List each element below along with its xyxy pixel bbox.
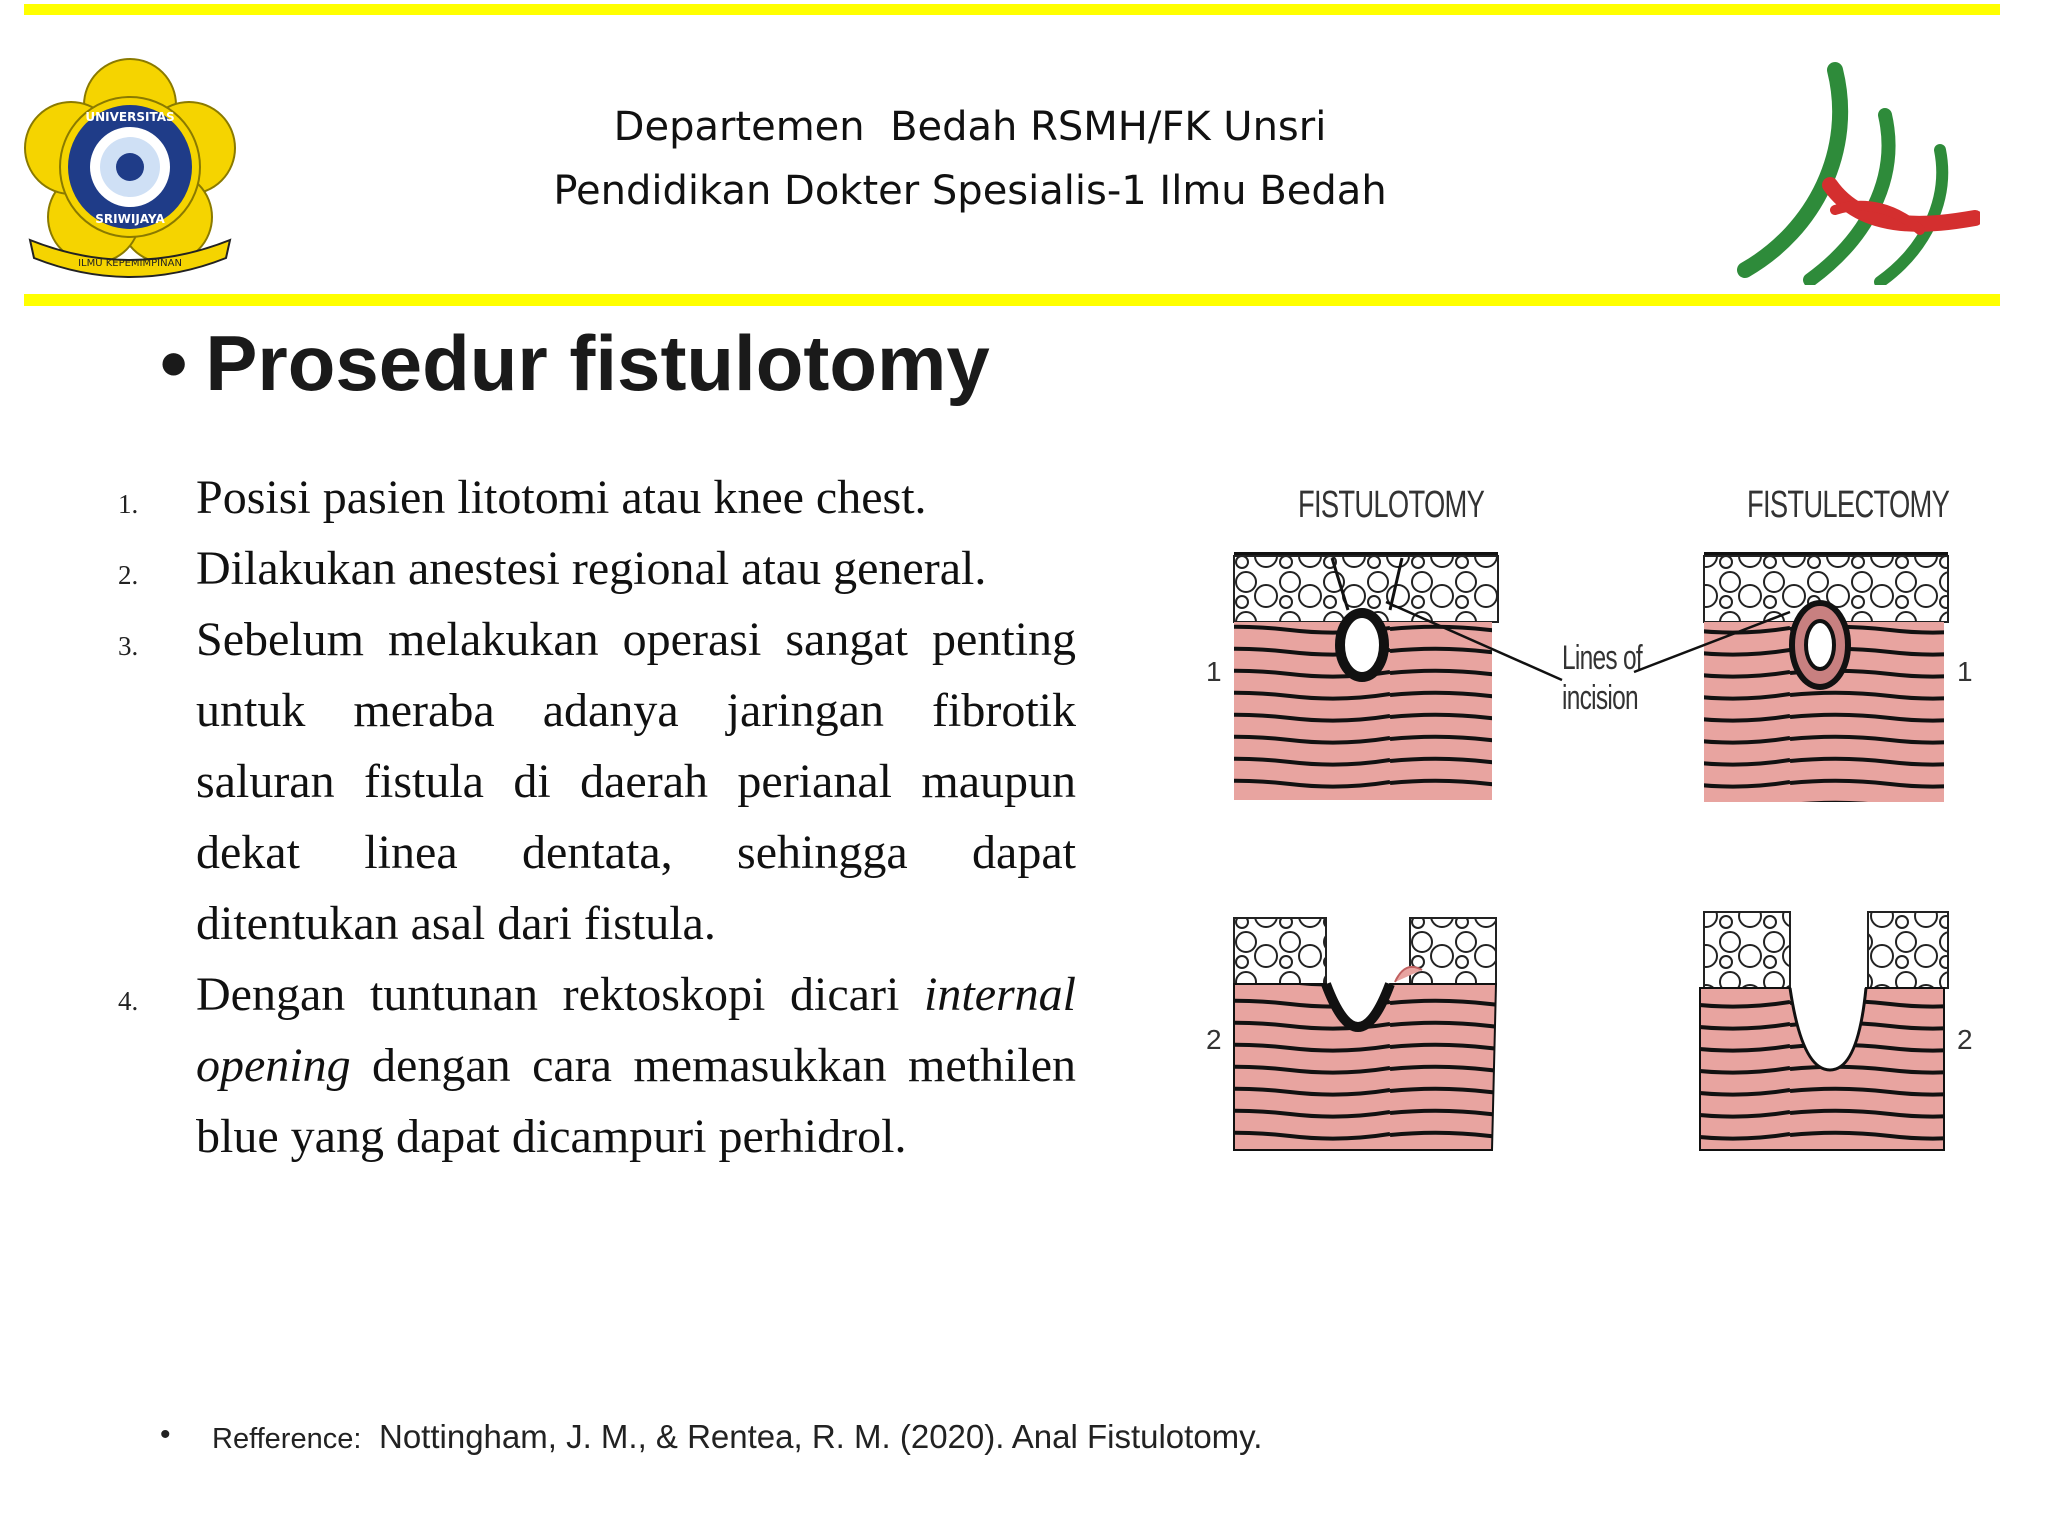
step-text: Posisi pasien litotomi atau knee chest. [196,471,927,524]
diagram-label-fistulotomy: FISTULOTOMY [1298,484,1485,526]
title-bullet: • [160,319,188,407]
department-name: Bedah RSMH/FK Unsri [890,104,1327,150]
top-divider-bar [24,4,2000,15]
step-text-before: Dengan tuntunan rektoskopi dicari [196,968,900,1021]
procedure-steps-list [118,462,1076,1172]
step-number: 1. [118,489,139,519]
step-text: Dilakukan anestesi regional atau general. [196,542,987,595]
list-item [118,533,1076,604]
lines-label-line2: incision [1562,679,1638,717]
step-text: Sebelum melakukan operasi sangat penting untuk meraba adanya jaringan fibrotik saluran fistula di daerah perianal maupun dekat linea dentata, sehingga dapat ditentukan asal dari fistula. [196,613,1076,950]
step-number: 3. [118,631,139,661]
header-divider-bar [24,294,2000,306]
step-text-italic: internal opening [196,968,1077,1092]
department-label: Departemen [613,104,865,150]
svg-text:SRIWIJAYA: SRIWIJAYA [95,212,165,226]
slide-title [160,318,990,409]
panel-number: 2 [1957,1024,1973,1055]
program-heading: Pendidikan Dokter Spesialis-1 Ilmu Bedah [553,168,1387,214]
lines-label-line1: Lines of [1562,639,1642,677]
svg-text:UNIVERSITAS: UNIVERSITAS [85,110,175,124]
list-item [118,462,1076,533]
panel-fistulotomy-2 [1234,918,1496,1150]
panel-number: 1 [1206,656,1222,687]
step-text [196,959,1076,1172]
list-item [118,959,1076,1172]
surgical-emblem-icon [1735,60,1980,285]
panel-fistulectomy-2 [1700,912,1948,1150]
panel-fistulotomy-1 [1234,552,1562,800]
step-number: 2. [118,560,139,590]
list-item [118,604,1076,959]
reference-label: Refference: [212,1423,362,1455]
university-logo-icon [20,52,240,292]
panel-number: 1 [1957,656,1973,687]
department-heading [440,104,1500,150]
fistula-procedure-diagram [1190,530,1970,1170]
panel-fistulectomy-1 [1634,552,1948,802]
diagram-label-fistulectomy: FISTULECTOMY [1747,484,1950,526]
svg-text:ILMU KEPEMIMPINAN: ILMU KEPEMIMPINAN [78,258,182,269]
reference-bullet: • [160,1418,171,1451]
step-text-after: dengan cara memasukkan methilen blue yang dapat dicampuri perhidrol. [196,1039,1076,1163]
reference-text: Nottingham, J. M., & Rentea, R. M. (2020). Anal Fistulotomy. [379,1418,1263,1455]
title-text: Prosedur fistulotomy [205,319,990,407]
panel-number: 2 [1206,1024,1222,1055]
step-number: 4. [118,986,139,1016]
